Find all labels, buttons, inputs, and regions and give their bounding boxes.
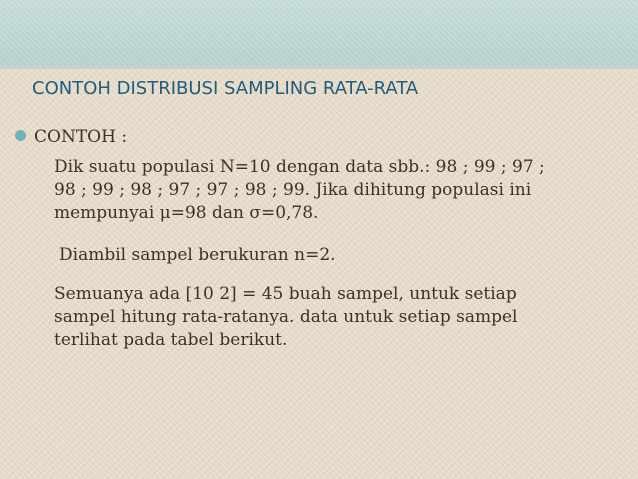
paragraph-samples bbox=[54, 283, 602, 352]
bullet-item bbox=[15, 127, 595, 147]
bullet-icon bbox=[15, 130, 26, 141]
paragraph-line: 98 ; 99 ; 98 ; 97 ; 97 ; 98 ; 99. Jika dihitung populasi ini bbox=[54, 180, 532, 200]
paragraph-line: terlihat pada tabel berikut. bbox=[54, 330, 288, 350]
header-band bbox=[0, 0, 638, 66]
paragraph-population bbox=[54, 156, 602, 225]
paragraph-line: sampel hitung rata-ratanya. data untuk setiap sampel bbox=[54, 307, 518, 327]
slide-title: CONTOH DISTRIBUSI SAMPLING RATA-RATA bbox=[32, 78, 419, 99]
paragraph-sample-size bbox=[59, 244, 607, 267]
bullet-label: CONTOH : bbox=[34, 127, 128, 147]
header-divider bbox=[0, 66, 638, 69]
paragraph-line: Diambil sampel berukuran n=2. bbox=[59, 245, 336, 265]
paragraph-line: Dik suatu populasi N=10 dengan data sbb.: 98 ; 99 ; 97 ; bbox=[54, 157, 545, 177]
paragraph-line: mempunyai μ=98 dan σ=0,78. bbox=[54, 203, 319, 223]
paragraph-line: Semuanya ada [10 2] = 45 buah sampel, untuk setiap bbox=[54, 284, 517, 304]
